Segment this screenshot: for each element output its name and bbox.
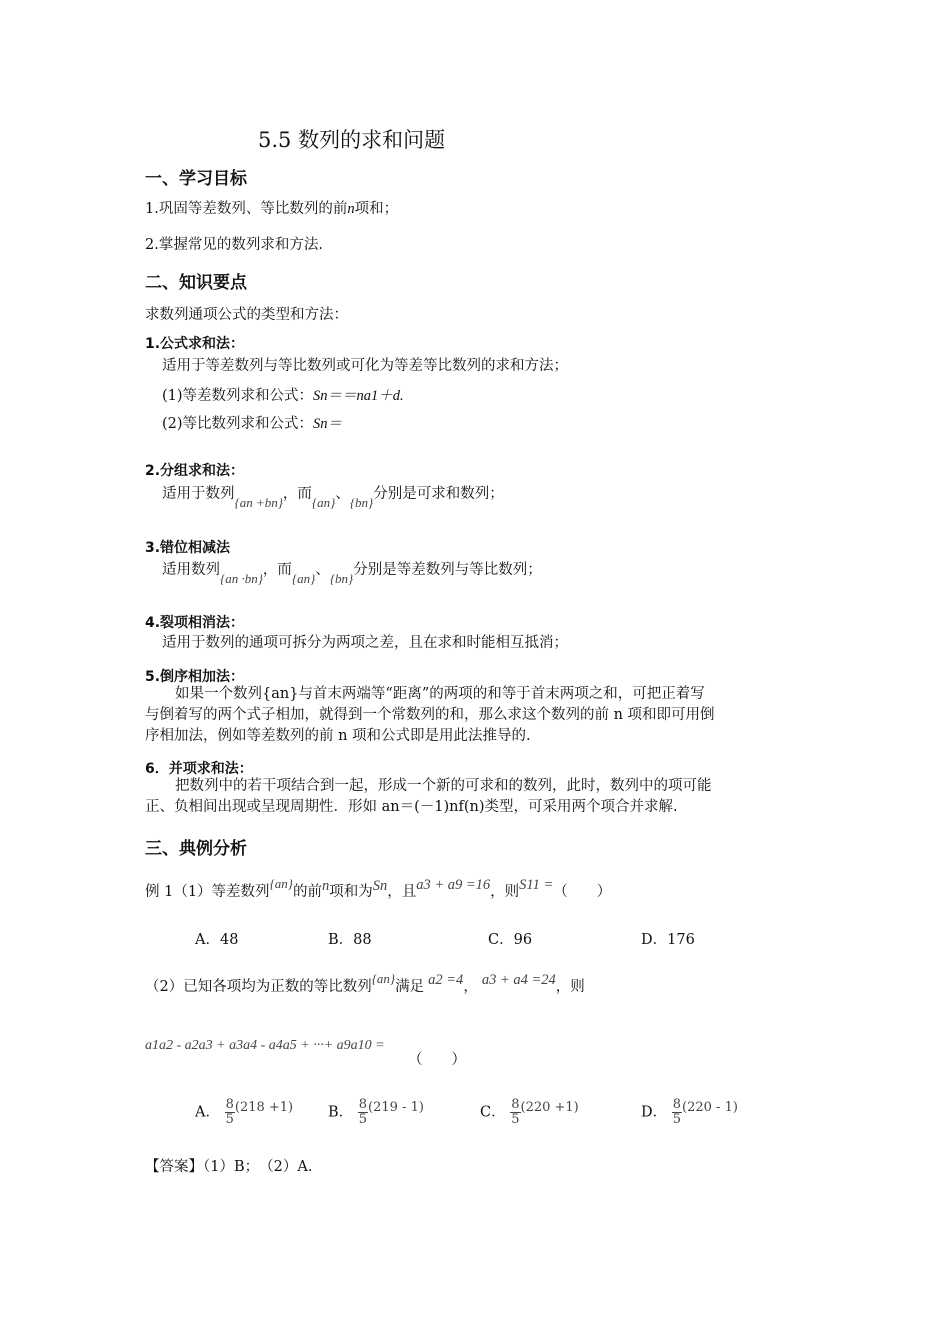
- q1-paren: （ ）: [553, 884, 612, 900]
- method1-formula2: [162, 412, 342, 433]
- q2-option-b-fraction: [358, 1098, 368, 1127]
- method3-seq1: {an ·bn}: [220, 571, 263, 586]
- q1-text-e: ，则: [490, 884, 520, 900]
- q2-option-d-num: 8: [672, 1097, 682, 1112]
- q2-option-c-label: C．: [480, 1104, 506, 1121]
- q2-option-d[interactable]: [641, 1098, 738, 1127]
- method1-formula2-expr: Sn＝: [313, 416, 343, 432]
- example1-q1: [145, 876, 612, 901]
- method3-desc-a: 适用数列: [162, 562, 220, 578]
- q2-option-a-num: 8: [225, 1097, 234, 1112]
- method6-title: 6．并项求和法：: [145, 761, 253, 777]
- q1-text-b: 的前: [292, 884, 322, 900]
- method3-seq3: {bn}: [329, 571, 354, 586]
- q2-option-d-tail: (220 - 1): [682, 1099, 738, 1115]
- section-heading-examples: 三、典例分析: [145, 839, 247, 859]
- method2-desc-b: 分别是可求和数列；: [373, 486, 504, 502]
- q2-option-a-label: A．: [195, 1104, 220, 1121]
- method1-formula1: [162, 384, 404, 405]
- method5-title: 5.倒序相加法：: [145, 669, 245, 685]
- q2-seq: {an}: [371, 971, 396, 986]
- q2-option-d-fraction: [672, 1098, 682, 1127]
- method2-seq2: {an}: [311, 495, 336, 510]
- method3-title: 3.错位相减法: [145, 540, 231, 556]
- q1-text-a: 例 1（1）等差数列: [145, 884, 270, 900]
- method2-desc-a: 适用于数列: [162, 486, 235, 502]
- method5-body: [145, 684, 815, 747]
- q2-option-a[interactable]: [195, 1098, 293, 1127]
- goal-item-1-before: 1.巩固等差数列、等比数列的前: [145, 201, 348, 217]
- method5-line2: 与倒着写的两个式子相加，就得到一个常数列的和，那么求这个数列的前 n 项和即可用倒: [145, 707, 715, 723]
- method6-line2: 正、负相间出现或呈现周期性．形如 an＝(－1)nf(n)类型，可采用两个项合并求解.: [145, 799, 678, 815]
- q2-option-c[interactable]: [480, 1098, 579, 1127]
- goal-item-2: 2.掌握常见的数列求和方法.: [145, 237, 323, 253]
- method1-desc: 适用于等差数列与等比数列或可化为等差等比数列的求和方法；: [162, 358, 568, 374]
- q2-cond1: a2 =4: [428, 972, 464, 988]
- method1-formula1-expr: Sn＝＝na1＋d.: [313, 388, 404, 404]
- q1-option-a[interactable]: A．48: [195, 932, 239, 948]
- q1-option-c[interactable]: C．96: [488, 932, 533, 948]
- q2-option-d-den: 5: [672, 1112, 682, 1127]
- method2-seq3: {bn}: [349, 495, 374, 510]
- method5-line3: 序相加法，例如等差数列的前 n 项和公式即是用此法推导的.: [145, 728, 531, 744]
- q2-expression: a1a2 - a2a3 + a3a4 - a4a5 + ···+ a9a10 =: [145, 1038, 385, 1053]
- q2-option-c-tail: (220 +1): [520, 1099, 579, 1115]
- q2-text-b: 满足: [395, 979, 425, 995]
- q2-option-a-tail: (218 +1): [234, 1099, 294, 1115]
- q1-n: n: [321, 878, 330, 894]
- knowledge-intro: 求数列通项公式的类型和方法：: [145, 307, 348, 323]
- page-title: 5.5 数列的求和问题: [258, 128, 446, 152]
- q2-text-c: ，则: [555, 979, 585, 995]
- method4-title: 4.裂项相消法：: [145, 615, 245, 631]
- q2-option-c-num: 8: [511, 1097, 520, 1112]
- method2-seq1: {an +bn}: [234, 495, 283, 510]
- q1-option-d[interactable]: D．176: [641, 932, 695, 948]
- q2-option-a-den: 5: [225, 1112, 234, 1127]
- q1-text-d: ，且: [387, 884, 417, 900]
- goal-item-1-var: n: [347, 201, 355, 217]
- q2-option-c-den: 5: [511, 1112, 520, 1127]
- goal-item-1-after: 项和；: [354, 201, 399, 217]
- method2-desc: [162, 482, 504, 510]
- q2-option-b-label: B．: [328, 1104, 354, 1121]
- q2-option-b-tail: (219 - 1): [368, 1099, 424, 1115]
- example1-q2: [145, 971, 585, 996]
- method2-mid: ，而: [282, 486, 312, 502]
- method3-sep: 、: [315, 562, 330, 578]
- goal-item-1: [145, 197, 398, 218]
- q2-option-a-fraction: [225, 1098, 235, 1127]
- answer-line: 【答案】（1）B； （2）A.: [145, 1159, 313, 1175]
- q1-s: Sn: [372, 878, 388, 894]
- q2-option-b-den: 5: [358, 1112, 368, 1127]
- q2-cond2: a3 + a4 =24: [481, 972, 556, 988]
- q1-option-b[interactable]: B．88: [328, 932, 372, 948]
- section-heading-goals: 一、学习目标: [145, 169, 247, 189]
- q2-paren: （ ）: [408, 1052, 466, 1068]
- method1-formula1-label: (1)等差数列求和公式：: [162, 388, 314, 404]
- method6-body: [145, 776, 815, 818]
- q2-option-d-label: D．: [641, 1104, 668, 1121]
- q2-option-c-fraction: [510, 1098, 520, 1127]
- q1-text-c: 项和为: [329, 884, 373, 900]
- method3-seq2: {an}: [291, 571, 316, 586]
- q1-cond: a3 + a9 =16: [416, 877, 491, 893]
- method4-desc: 适用于数列的通项可拆分为两项之差，且在求和时能相互抵消；: [162, 635, 568, 651]
- method6-line1: 把数列中的若干项结合到一起，形成一个新的可求和的数列，此时，数列中的项可能: [175, 778, 712, 794]
- section-heading-knowledge: 二、知识要点: [145, 273, 247, 293]
- q1-ask: S11 =: [519, 877, 554, 893]
- method1-formula2-label: (2)等比数列求和公式：: [162, 416, 314, 432]
- q2-option-b-num: 8: [358, 1097, 368, 1112]
- q2-option-b[interactable]: [328, 1098, 424, 1127]
- method1-title: 1.公式求和法：: [145, 336, 245, 352]
- q2-comma: ，: [463, 979, 478, 995]
- method2-sep: 、: [335, 486, 350, 502]
- q1-seq: {an}: [269, 876, 293, 891]
- q2-text-a: （2）已知各项均为正数的等比数列: [145, 979, 372, 995]
- method3-mid: ，而: [262, 562, 292, 578]
- method2-title: 2.分组求和法：: [145, 463, 245, 479]
- method3-desc: [162, 558, 542, 586]
- method3-desc-b: 分别是等差数列与等比数列；: [353, 562, 542, 578]
- method5-line1: 如果一个数列{an}与首末两端等“距离”的两项的和等于首末两项之和，可把正着写: [175, 686, 705, 702]
